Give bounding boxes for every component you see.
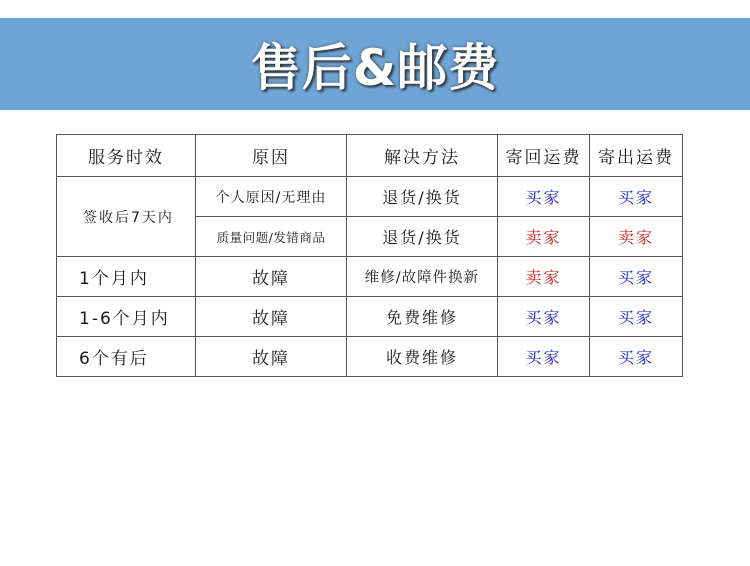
table-row bbox=[57, 297, 683, 337]
header-reason: 原因 bbox=[196, 135, 347, 177]
reason-cell: 故障 bbox=[196, 297, 347, 337]
solution-cell: 收费维修 bbox=[347, 337, 498, 377]
table-row bbox=[57, 177, 683, 217]
ship-fee-cell: 买家 bbox=[590, 297, 683, 337]
header-return-shipping: 寄回运费 bbox=[498, 135, 590, 177]
table-header-row bbox=[57, 135, 683, 177]
service-time-cell: 签收后7天内 bbox=[57, 177, 196, 257]
reason-cell: 故障 bbox=[196, 257, 347, 297]
return-fee-cell: 卖家 bbox=[498, 257, 590, 297]
return-fee-cell: 买家 bbox=[498, 337, 590, 377]
return-fee-cell: 买家 bbox=[498, 177, 590, 217]
ship-fee-cell: 买家 bbox=[590, 337, 683, 377]
header-outbound-shipping: 寄出运费 bbox=[590, 135, 683, 177]
page-title: 售后&邮费 bbox=[250, 39, 500, 97]
service-time-cell: 1个月内 bbox=[57, 257, 196, 297]
table-row bbox=[57, 257, 683, 297]
header-service-time: 服务时效 bbox=[57, 135, 196, 177]
ship-fee-cell: 买家 bbox=[590, 257, 683, 297]
header-banner bbox=[0, 18, 750, 110]
header-solution: 解决方法 bbox=[347, 135, 498, 177]
ship-fee-cell: 卖家 bbox=[590, 217, 683, 257]
ship-fee-cell: 买家 bbox=[590, 177, 683, 217]
reason-cell: 故障 bbox=[196, 337, 347, 377]
service-time-cell: 1-6个月内 bbox=[57, 297, 196, 337]
solution-cell: 维修/故障件换新 bbox=[347, 257, 498, 297]
table-row bbox=[57, 337, 683, 377]
solution-cell: 退货/换货 bbox=[347, 217, 498, 257]
solution-cell: 退货/换货 bbox=[347, 177, 498, 217]
reason-cell: 个人原因/无理由 bbox=[196, 177, 347, 217]
service-time-cell: 6个有后 bbox=[57, 337, 196, 377]
return-fee-cell: 卖家 bbox=[498, 217, 590, 257]
after-sales-table bbox=[56, 134, 683, 377]
solution-cell: 免费维修 bbox=[347, 297, 498, 337]
reason-cell: 质量问题/发错商品 bbox=[196, 217, 347, 257]
return-fee-cell: 买家 bbox=[498, 297, 590, 337]
